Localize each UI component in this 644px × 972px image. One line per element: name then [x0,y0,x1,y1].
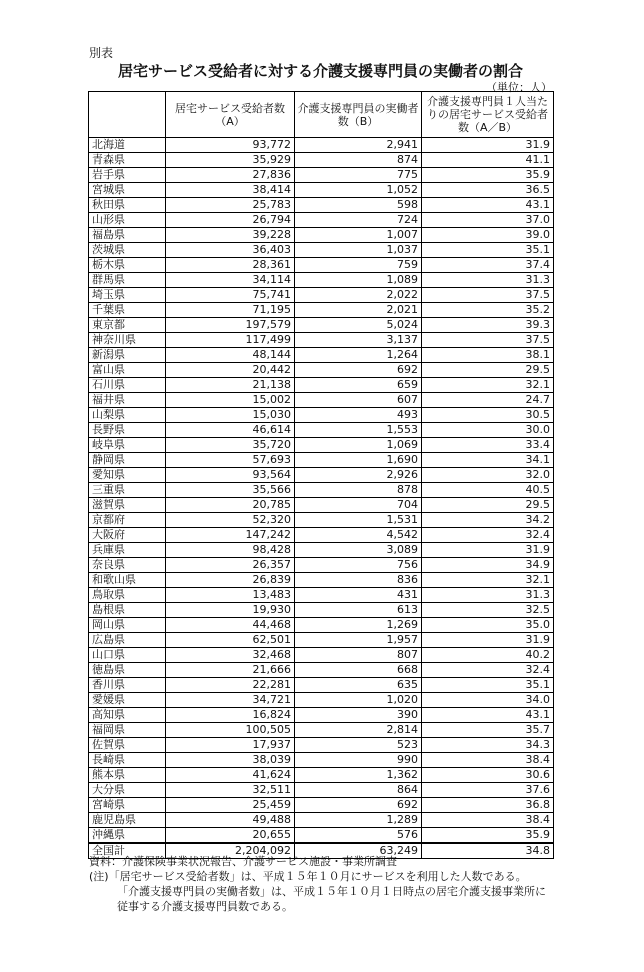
recipients-cell: 20,655 [166,828,295,844]
ratio-cell: 43.1 [422,708,554,723]
prefecture-cell: 奈良県 [89,558,166,573]
table-row [89,723,554,738]
recipients-cell: 2,204,092 [166,843,295,859]
care-managers-cell: 5,024 [295,318,422,333]
recipients-cell: 52,320 [166,513,295,528]
header-recipients: 居宅サービス受給者数（A） [166,92,295,138]
prefecture-cell: 全国計 [89,843,166,859]
table-row [89,588,554,603]
ratio-cell: 38.4 [422,813,554,828]
care-managers-cell: 775 [295,168,422,183]
table-row [89,228,554,243]
prefecture-cell: 富山県 [89,363,166,378]
recipients-cell: 100,505 [166,723,295,738]
care-managers-cell: 1,037 [295,243,422,258]
ratio-cell: 35.9 [422,168,554,183]
care-managers-cell: 1,362 [295,768,422,783]
recipients-cell: 34,114 [166,273,295,288]
ratio-cell: 35.2 [422,303,554,318]
prefecture-cell: 北海道 [89,138,166,153]
recipients-cell: 22,281 [166,678,295,693]
care-managers-cell: 836 [295,573,422,588]
prefecture-cell: 福岡県 [89,723,166,738]
care-managers-cell: 864 [295,783,422,798]
care-managers-cell: 2,941 [295,138,422,153]
table-row [89,198,554,213]
table-row [89,798,554,813]
recipients-cell: 26,839 [166,573,295,588]
care-managers-cell: 1,690 [295,453,422,468]
recipients-cell: 34,721 [166,693,295,708]
care-managers-cell: 2,926 [295,468,422,483]
ratio-cell: 37.0 [422,213,554,228]
table-row [89,813,554,828]
ratio-cell: 37.5 [422,333,554,348]
care-managers-cell: 704 [295,498,422,513]
prefecture-cell: 新潟県 [89,348,166,363]
table-row [89,318,554,333]
recipients-cell: 36,403 [166,243,295,258]
ratio-cell: 32.5 [422,603,554,618]
care-managers-cell: 3,089 [295,543,422,558]
ratio-cell: 30.5 [422,408,554,423]
care-managers-cell: 1,264 [295,348,422,363]
table-row [89,618,554,633]
care-managers-cell: 1,289 [295,813,422,828]
care-managers-cell: 1,020 [295,693,422,708]
header-prefecture [89,92,166,138]
table-row [89,423,554,438]
ratio-cell: 37.5 [422,288,554,303]
recipients-cell: 25,459 [166,798,295,813]
recipients-cell: 27,836 [166,168,295,183]
table-row [89,153,554,168]
recipients-cell: 197,579 [166,318,295,333]
ratio-cell: 34.8 [422,843,554,859]
care-managers-cell: 598 [295,198,422,213]
prefecture-cell: 鳥取県 [89,588,166,603]
document-title: 居宅サービス受給者に対する介護支援専門員の実働者の割合 [117,62,523,80]
care-managers-cell: 2,022 [295,288,422,303]
ratio-cell: 32.4 [422,528,554,543]
recipients-cell: 35,929 [166,153,295,168]
prefecture-cell: 青森県 [89,153,166,168]
table-row [89,738,554,753]
care-managers-cell: 1,957 [295,633,422,648]
recipients-cell: 15,030 [166,408,295,423]
recipients-cell: 35,720 [166,438,295,453]
recipients-cell: 39,228 [166,228,295,243]
care-managers-cell: 874 [295,153,422,168]
table-row [89,648,554,663]
care-managers-cell: 63,249 [295,843,422,859]
care-managers-cell: 724 [295,213,422,228]
table-row [89,213,554,228]
table-row [89,348,554,363]
prefecture-cell: 沖縄県 [89,828,166,844]
prefecture-cell: 秋田県 [89,198,166,213]
prefecture-cell: 長崎県 [89,753,166,768]
ratio-cell: 34.1 [422,453,554,468]
recipients-cell: 15,002 [166,393,295,408]
care-managers-cell: 668 [295,663,422,678]
prefecture-cell: 滋賀県 [89,498,166,513]
care-managers-cell: 1,269 [295,618,422,633]
ratio-cell: 32.1 [422,573,554,588]
recipients-cell: 57,693 [166,453,295,468]
table-row [89,138,554,153]
ratio-cell: 34.0 [422,693,554,708]
table-row [89,273,554,288]
recipients-cell: 13,483 [166,588,295,603]
ratio-cell: 39.0 [422,228,554,243]
table-header-row [89,92,554,138]
recipients-cell: 19,930 [166,603,295,618]
ratio-cell: 24.7 [422,393,554,408]
recipients-cell: 71,195 [166,303,295,318]
prefecture-cell: 兵庫県 [89,543,166,558]
care-managers-cell: 878 [295,483,422,498]
recipients-cell: 147,242 [166,528,295,543]
prefecture-cell: 高知県 [89,708,166,723]
care-managers-cell: 990 [295,753,422,768]
header-care-managers: 介護支援専門員の実働者数（B） [295,92,422,138]
prefecture-cell: 福島県 [89,228,166,243]
ratio-cell: 35.7 [422,723,554,738]
recipients-cell: 20,442 [166,363,295,378]
table-body [89,138,554,859]
note-care-managers-definition: 「介護支援専門員の実働者数」は、平成１５年１０月１日時点の居宅介護支援事業所に [117,885,546,898]
care-managers-cell: 692 [295,363,422,378]
table-row [89,363,554,378]
prefecture-cell: 石川県 [89,378,166,393]
unit-label: （単位：人） [486,81,552,94]
source-note: 資料：介護保険事業状況報告、介護サービス施設・事業所調査 [89,855,397,868]
ratio-cell: 36.8 [422,798,554,813]
care-managers-cell: 4,542 [295,528,422,543]
table-row [89,468,554,483]
recipients-cell: 98,428 [166,543,295,558]
care-managers-cell: 759 [295,258,422,273]
ratio-cell: 32.4 [422,663,554,678]
note-recipients-definition: (注)「居宅サービス受給者数」は、平成１５年１０月にサービスを利用した人数である。 [89,870,527,883]
care-managers-cell: 390 [295,708,422,723]
prefecture-cell: 佐賀県 [89,738,166,753]
recipients-cell: 46,614 [166,423,295,438]
recipients-cell: 41,624 [166,768,295,783]
recipients-cell: 62,501 [166,633,295,648]
ratio-cell: 33.4 [422,438,554,453]
prefecture-cell: 神奈川県 [89,333,166,348]
recipients-cell: 117,499 [166,333,295,348]
recipients-cell: 21,666 [166,663,295,678]
table-row [89,258,554,273]
ratio-cell: 37.4 [422,258,554,273]
prefecture-cell: 島根県 [89,603,166,618]
ratio-cell: 30.0 [422,423,554,438]
recipients-cell: 49,488 [166,813,295,828]
ratio-cell: 35.0 [422,618,554,633]
care-managers-cell: 635 [295,678,422,693]
notes [89,854,546,914]
care-managers-cell: 1,531 [295,513,422,528]
recipients-cell: 35,566 [166,483,295,498]
table-row [89,333,554,348]
care-managers-cell: 1,007 [295,228,422,243]
recipients-cell: 16,824 [166,708,295,723]
recipients-cell: 17,937 [166,738,295,753]
prefecture-cell: 埼玉県 [89,288,166,303]
table-row [89,408,554,423]
prefecture-cell: 大分県 [89,783,166,798]
care-managers-cell: 692 [295,798,422,813]
prefecture-cell: 三重県 [89,483,166,498]
care-managers-cell: 2,021 [295,303,422,318]
table-row [89,828,554,844]
prefecture-cell: 熊本県 [89,768,166,783]
prefecture-cell: 京都府 [89,513,166,528]
recipients-cell: 21,138 [166,378,295,393]
prefecture-cell: 大阪府 [89,528,166,543]
care-managers-cell: 3,137 [295,333,422,348]
ratio-cell: 34.9 [422,558,554,573]
care-managers-cell: 1,052 [295,183,422,198]
prefecture-cell: 徳島県 [89,663,166,678]
care-managers-cell: 523 [295,738,422,753]
table-row [89,753,554,768]
ratio-cell: 35.1 [422,678,554,693]
table-row [89,438,554,453]
recipients-cell: 48,144 [166,348,295,363]
table-row [89,513,554,528]
prefecture-cell: 福井県 [89,393,166,408]
table-row [89,633,554,648]
ratio-cell: 35.1 [422,243,554,258]
table-row [89,603,554,618]
table-row [89,303,554,318]
recipients-cell: 25,783 [166,198,295,213]
ratio-cell: 40.2 [422,648,554,663]
table-row [89,453,554,468]
care-managers-cell: 756 [295,558,422,573]
header-ratio: 介護支援専門員１人当たりの居宅サービス受給者数（A／B） [422,92,554,138]
prefecture-cell: 東京都 [89,318,166,333]
table-row [89,543,554,558]
table-row [89,183,554,198]
note-care-managers-definition-cont: 従事する介護支援専門員数である。 [117,900,293,913]
prefecture-cell: 岐阜県 [89,438,166,453]
care-managers-cell: 1,089 [295,273,422,288]
table-row [89,393,554,408]
recipients-cell: 28,361 [166,258,295,273]
ratio-table [88,91,554,859]
ratio-cell: 38.4 [422,753,554,768]
prefecture-cell: 山形県 [89,213,166,228]
ratio-cell: 41.1 [422,153,554,168]
ratio-cell: 31.9 [422,543,554,558]
ratio-cell: 31.9 [422,633,554,648]
recipients-cell: 32,468 [166,648,295,663]
ratio-cell: 37.6 [422,783,554,798]
care-managers-cell: 1,069 [295,438,422,453]
care-managers-cell: 613 [295,603,422,618]
ratio-cell: 35.9 [422,828,554,844]
care-managers-cell: 576 [295,828,422,844]
prefecture-cell: 和歌山県 [89,573,166,588]
table-row [89,708,554,723]
table-row [89,378,554,393]
ratio-cell: 32.1 [422,378,554,393]
recipients-cell: 26,794 [166,213,295,228]
prefecture-cell: 栃木県 [89,258,166,273]
prefecture-cell: 千葉県 [89,303,166,318]
prefecture-cell: 静岡県 [89,453,166,468]
recipients-cell: 75,741 [166,288,295,303]
prefecture-cell: 山梨県 [89,408,166,423]
ratio-cell: 43.1 [422,198,554,213]
care-managers-cell: 2,814 [295,723,422,738]
prefecture-cell: 岩手県 [89,168,166,183]
ratio-cell: 36.5 [422,183,554,198]
table-row [89,168,554,183]
care-managers-cell: 1,553 [295,423,422,438]
table-row [89,483,554,498]
care-managers-cell: 493 [295,408,422,423]
recipients-cell: 44,468 [166,618,295,633]
recipients-cell: 32,511 [166,783,295,798]
prefecture-cell: 茨城県 [89,243,166,258]
table-row [89,498,554,513]
ratio-cell: 29.5 [422,498,554,513]
recipients-cell: 38,039 [166,753,295,768]
recipients-cell: 93,772 [166,138,295,153]
table-row [89,678,554,693]
care-managers-cell: 431 [295,588,422,603]
prefecture-cell: 宮城県 [89,183,166,198]
table-row [89,288,554,303]
ratio-cell: 34.2 [422,513,554,528]
prefecture-cell: 広島県 [89,633,166,648]
table-row [89,558,554,573]
table-row [89,693,554,708]
ratio-cell: 31.3 [422,588,554,603]
recipients-cell: 93,564 [166,468,295,483]
table-row [89,528,554,543]
recipients-cell: 38,414 [166,183,295,198]
prefecture-cell: 香川県 [89,678,166,693]
table-row [89,573,554,588]
table-row [89,768,554,783]
care-managers-cell: 659 [295,378,422,393]
ratio-cell: 38.1 [422,348,554,363]
ratio-cell: 39.3 [422,318,554,333]
ratio-cell: 32.0 [422,468,554,483]
table-row [89,783,554,798]
care-managers-cell: 607 [295,393,422,408]
ratio-cell: 40.5 [422,483,554,498]
prefecture-cell: 群馬県 [89,273,166,288]
ratio-cell: 29.5 [422,363,554,378]
ratio-cell: 34.3 [422,738,554,753]
recipients-cell: 20,785 [166,498,295,513]
prefecture-cell: 愛媛県 [89,693,166,708]
prefecture-cell: 鹿児島県 [89,813,166,828]
ratio-cell: 31.9 [422,138,554,153]
prefecture-cell: 宮崎県 [89,798,166,813]
table-row [89,243,554,258]
prefecture-cell: 愛知県 [89,468,166,483]
prefecture-cell: 長野県 [89,423,166,438]
prefecture-cell: 岡山県 [89,618,166,633]
recipients-cell: 26,357 [166,558,295,573]
ratio-cell: 30.6 [422,768,554,783]
prefecture-cell: 山口県 [89,648,166,663]
ratio-cell: 31.3 [422,273,554,288]
appendix-label: 別表 [89,46,114,60]
table-row [89,663,554,678]
care-managers-cell: 807 [295,648,422,663]
